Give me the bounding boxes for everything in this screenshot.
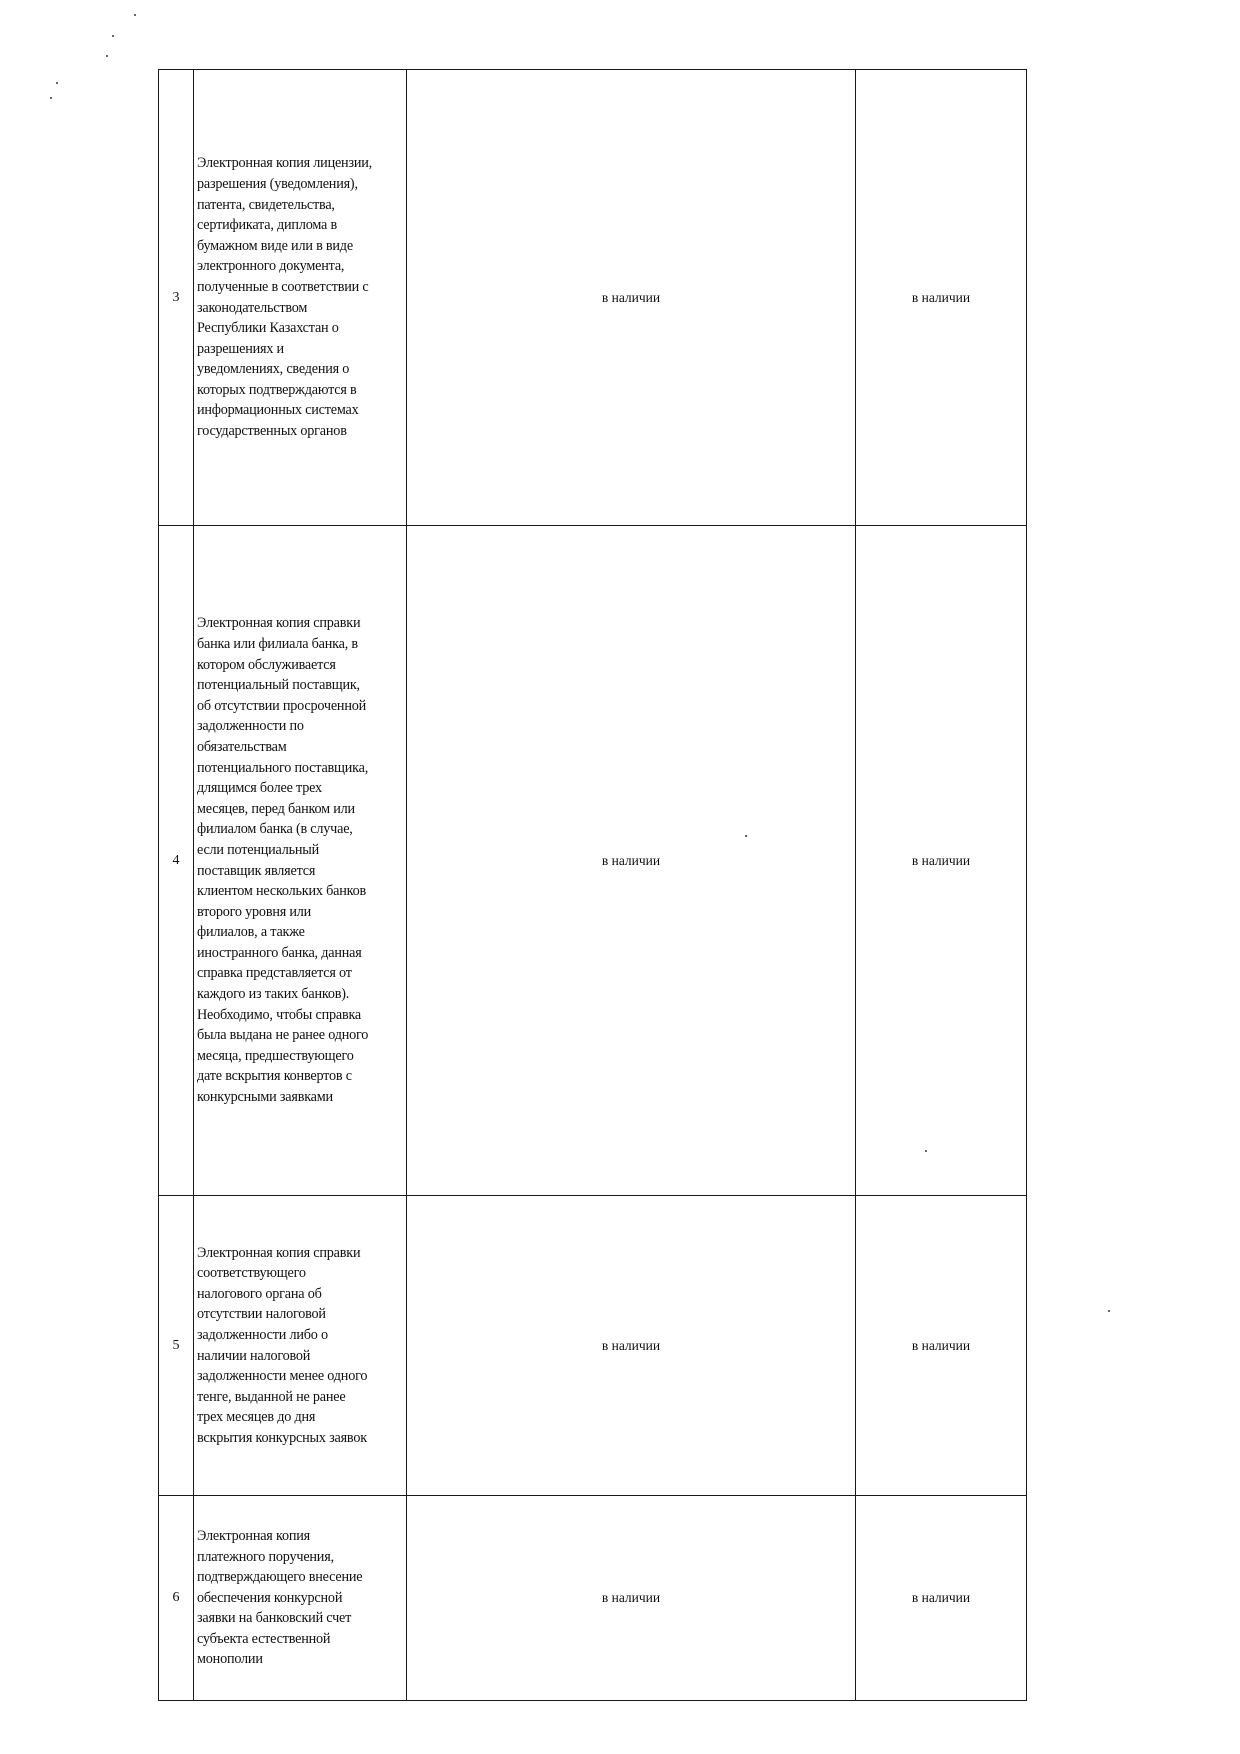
table-row xyxy=(159,1196,1027,1496)
row-description-text: Электронная копия лицензии, разрешения (уведомления), патента, свидетельства, сертификата, диплома в бумажном виде или в виде электронного документа, полученные в соответствии с законодательством Республики Казахстан о разрешениях и уведомлениях, сведения о которых подтверждаются в информационных системах государственных органов xyxy=(197,155,372,440)
row-description-text: Электронная копия справки соответствующего налогового органа об отсутствии налоговой задолженности либо о наличии налоговой задолженности менее одного тенге, выданной не ранее трех месяцев до дня вскрытия конкурсных заявок xyxy=(197,1244,368,1446)
row-number: 4 xyxy=(159,526,194,1196)
row-description xyxy=(194,526,407,1196)
row-value-b: в наличии xyxy=(856,526,1027,1196)
row-description xyxy=(194,1496,407,1701)
table-row xyxy=(159,1496,1027,1701)
scan-speck xyxy=(56,82,58,84)
row-value-a: в наличии xyxy=(407,70,856,526)
row-description-text: Электронная копия справки банка или филиала банка, в котором обслуживается потенциальный поставщик, об отсутствии просроченной задолженности по обязательствам потенциального поставщика, длящимся более трех месяцев, перед банком или филиалом банка (в случае, если потенциальный поставщик является клиентом нескольких банков второго уровня или филиалов, а также иностранного банка, данная справка представляется от каждого из таких банков). Необходимо, чтобы справка была выдана не ранее одного месяца, предшествующего дате вскрытия конвертов с конкурсными заявками xyxy=(197,615,369,1106)
row-value-b: в наличии xyxy=(856,70,1027,526)
row-number: 5 xyxy=(159,1196,194,1496)
scan-speck xyxy=(134,14,136,16)
row-value-a: в наличии xyxy=(407,1496,856,1701)
scan-speck xyxy=(106,55,108,57)
row-value-a: в наличии xyxy=(407,1196,856,1496)
row-number: 3 xyxy=(159,70,194,526)
table-row xyxy=(159,526,1027,1196)
requirements-table xyxy=(158,69,1027,1701)
row-description xyxy=(194,1196,407,1496)
row-value-b: в наличии xyxy=(856,1196,1027,1496)
scan-speck xyxy=(50,97,52,99)
row-description xyxy=(194,70,407,526)
row-description-text: Электронная копия платежного поручения, подтверждающего внесение обеспечения конкурсной заявки на банковский счет субъекта естественной монополии xyxy=(197,1527,363,1668)
table-row xyxy=(159,70,1027,526)
row-value-b: в наличии xyxy=(856,1496,1027,1701)
scan-speck xyxy=(1108,1310,1110,1312)
scan-speck xyxy=(112,35,114,37)
row-value-a: в наличии xyxy=(407,526,856,1196)
row-number: 6 xyxy=(159,1496,194,1701)
